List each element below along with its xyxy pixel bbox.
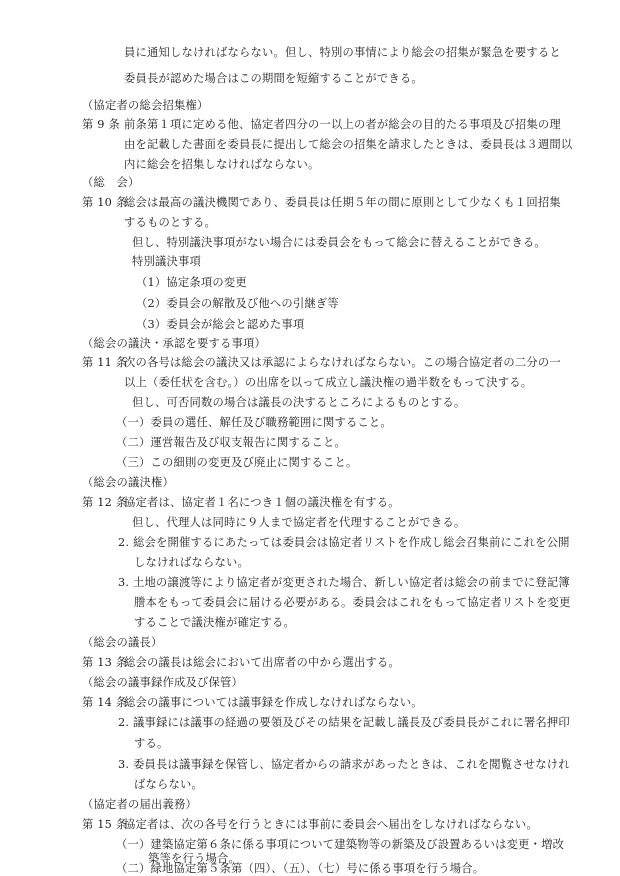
article-number: 第 13 条 (82, 656, 128, 669)
list-item: （三）この細則の変更及び廃止に関すること。 (116, 456, 358, 469)
text-line: する。 (134, 737, 169, 750)
list-item: （二）運営報告及び収支報告に関すること。 (116, 436, 346, 449)
text-line: 以上（委任状を含む。）の出席を以って成立し議決権の過半数をもって決する。 (124, 376, 533, 389)
list-item: （3）委員会が総会と認めた事項 (136, 318, 305, 331)
section-heading: （協定者の総会招集権） (82, 99, 209, 112)
text-line: するものとする。 (124, 216, 216, 229)
section-heading: （総会の議決・承認を要する事項） (82, 337, 266, 350)
section-heading: （総会の議決権） (82, 476, 174, 489)
text-line: 委員長が認めた場合はこの期間を短縮することができる。 (124, 72, 423, 85)
list-item: （二）緑地協定第５条第（四）、（五）、（七）号に係る事項を行う場合。 (116, 862, 485, 875)
article-number: 第 9 条 (82, 118, 120, 131)
article-text: 総会は最高の議決機関であり、委員長は任期５年の間に原則として少なくも１回招集 (124, 196, 561, 209)
article-number: 第 10 条 (82, 196, 128, 209)
subheading: 特別議決事項 (132, 255, 201, 268)
article-text: 総会の議事については議事録を作成しなければならない。 (124, 696, 423, 709)
paragraph-3: 3. 土地の譲渡等により協定者が変更された場合、新しい協定者は総会の前までに登記簿 (118, 576, 570, 589)
section-heading: （総 会） (82, 176, 140, 189)
list-item: （一）建築協定第６条に係る事項について建築物等の新築及び設置あるいは変更・増改 (116, 838, 565, 851)
article-text: 協定者は、協定者１名につき１個の議決権を有する。 (124, 496, 400, 509)
article-number: 第 14 条 (82, 696, 128, 709)
article-text: 協定者は、次の各号を行うときには事前に委員会へ届出をしなければならない。 (124, 818, 538, 831)
section-heading: （総会の議事録作成及び保管） (82, 676, 243, 689)
article-9 (82, 118, 561, 132)
article-12 (82, 496, 400, 510)
text-line: 由を記載した書面を委員長に提出して総会の招集を請求したときは、委員長は３週間以 (124, 138, 573, 151)
article-number: 第 11 条 (82, 356, 128, 369)
paragraph-2: 2. 議事録には議事の経過の要領及びその結果を記載し議長及び委員長がこれに署名押印 (118, 716, 570, 729)
section-heading: （総会の議長） (82, 636, 163, 649)
article-13 (82, 656, 400, 670)
text-line: ばならない。 (134, 778, 203, 791)
paragraph-2: 2. 総会を開催するにあたっては委員会は協定者リストを作成し総会召集前にこれを公開 (118, 536, 570, 549)
article-15 (82, 818, 538, 832)
text-line: 謄本をもって委員会に届ける必要がある。委員会はこれをもって協定者リストを変更 (134, 596, 571, 609)
article-text: 前条第１項に定める他、協定者四分の一以上の者が総会の目的たる事項及び招集の理 (124, 118, 561, 131)
article-11 (82, 356, 561, 370)
section-heading: （協定者の届出義務） (82, 798, 197, 811)
paragraph-3: 3. 委員長は議事録を保管し、協定者からの請求があったときは、これを閲覧させなけれ (118, 758, 570, 771)
text-line: 但し、代理人は同時に９人まで協定者を代理することができる。 (132, 516, 466, 529)
text-line: 内に総会を招集しなければならない。 (124, 158, 320, 171)
text-line: 但し、特別議決事項がない場合には委員会をもって総会に替えることができる。 (132, 236, 546, 249)
article-14 (82, 696, 423, 710)
article-number: 第 15 条 (82, 818, 128, 831)
article-text: 次の各号は総会の議決又は承認によらなければならない。この場合協定者の二分の一 (124, 356, 561, 369)
text-line: しなければならない。 (134, 556, 249, 569)
text-line: 築等を行う場合。 (148, 852, 240, 865)
article-number: 第 12 条 (82, 496, 128, 509)
text-line: 員に通知しなければならない。但し、特別の事情により総会の招集が緊急を要すると (124, 46, 561, 59)
list-item: （一）委員の選任、解任及び職務範囲に関すること。 (116, 416, 392, 429)
article-10 (82, 196, 561, 210)
list-item: （1）協定条項の変更 (136, 276, 247, 289)
article-text: 総会の議長は総会において出席者の中から選出する。 (124, 656, 400, 669)
text-line: することで議決権が確定する。 (134, 616, 295, 629)
list-item: （2）委員会の解散及び他への引継ぎ等 (136, 297, 339, 310)
text-line: 但し、可否同数の場合は議長の決するところによるものとする。 (132, 396, 466, 409)
